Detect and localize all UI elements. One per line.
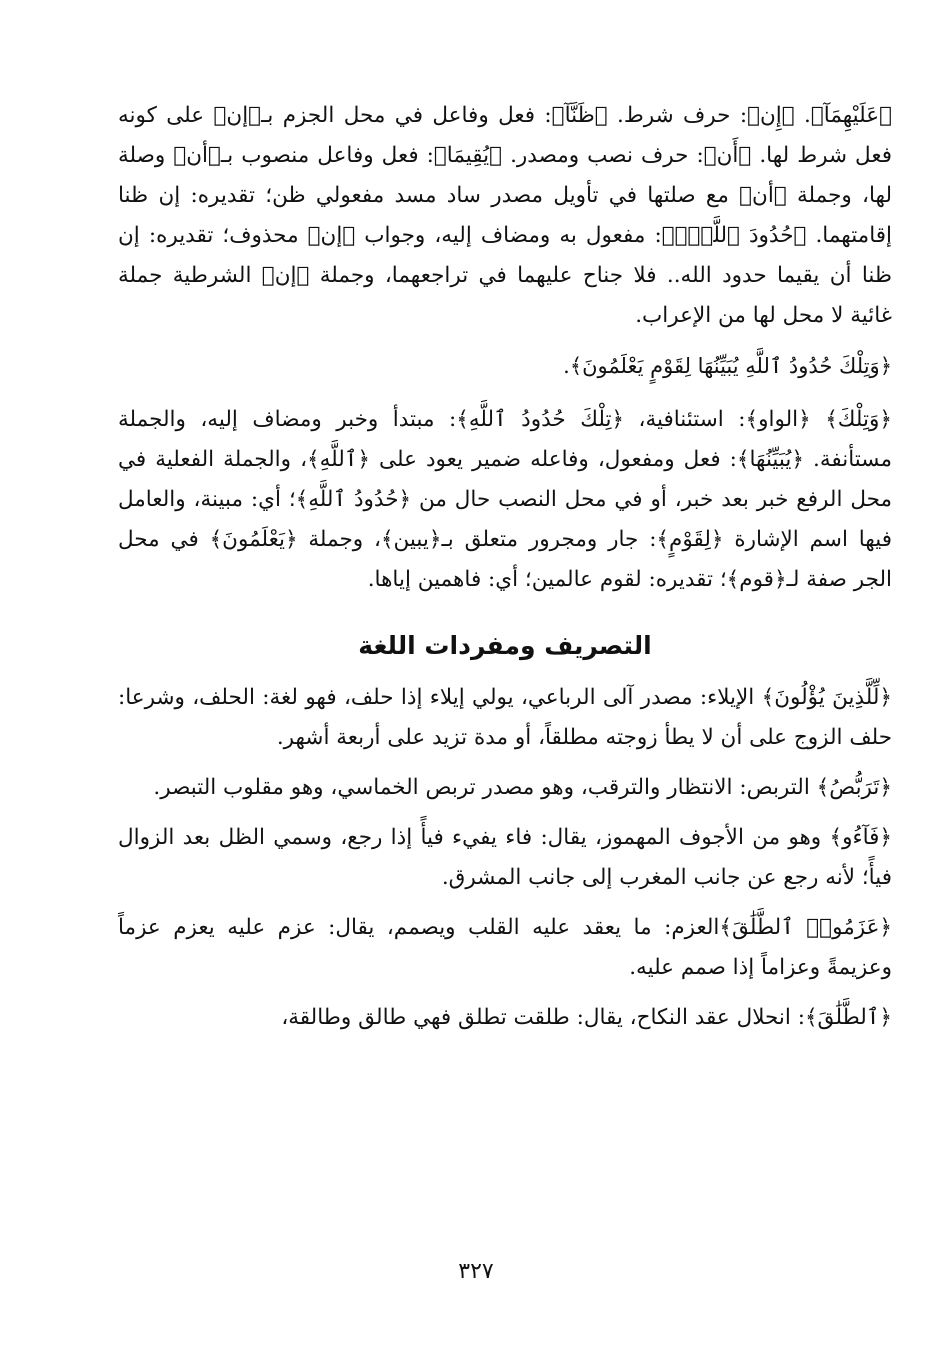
ayah-quote: ﴿وَتِلْكَ حُدُودُ ٱللَّهِ يُبَيِّنُهَا لِقَوْمٍ يَعْلَمُونَ﴾. bbox=[563, 354, 892, 378]
vocab-paragraph-azm: ﴿عَزَمُوا۟ ٱلطَّلَٰقَ﴾العزم: ما يعقد عليه القلب ويصمم، يقال: عزم عليه يعزم عزماً وعزيمةً وعزاماً إذا صمم عليه. bbox=[118, 915, 892, 980]
page-number: ٣٢٧ bbox=[458, 1259, 494, 1284]
irab-paragraph-ayah: ﴿وَتِلْكَ﴾ ﴿الواو﴾: استئنافية، ﴿تِلْكَ حُدُودُ ٱللَّهِ﴾: مبتدأ وخبر ومضاف إليه، والجملة مستأنفة. ﴿يُبَيِّنُهَا﴾: فعل ومفعول، وفاعله ضمير يعود على ﴿ٱللَّهِ﴾، والجملة الفعلية في محل الرفع خبر بعد خبر، أو في محل النصب حال من ﴿حُدُودُ ٱللَّهِ﴾؛ أي: مبينة، والعامل فيها اسم الإشارة ﴿لِقَوْمٍ﴾: جار ومجرور متعلق بـ﴿يبين﴾، وجملة ﴿يَعْلَمُونَ﴾ في محل الجر صفة لـ﴿قوم﴾؛ تقديره: لقوم عالمين؛ أي: فاهمين إياها. bbox=[118, 407, 892, 592]
page-body bbox=[118, 96, 892, 1296]
vocab-paragraph-faau: ﴿فَآءُو﴾ وهو من الأجوف المهموز، يقال: فاء يفيء فيأً إذا رجع، وسمي الظل بعد الزوال فيأً؛ لأنه رجع عن جانب المغرب إلى جانب المشرق. bbox=[118, 825, 892, 890]
vocab-paragraph-ilaa: ﴿لِّلَّذِينَ يُؤْلُونَ﴾ الإيلاء: مصدر آلى الرباعي، يولي إيلاء إذا حلف، فهو لغة: الحلف، وشرعا: حلف الزوج على أن لا يطأ زوجته مطلقاً، أو مدة تزيد على أربعة أشهر. bbox=[118, 685, 892, 750]
vocab-paragraph-talaq: ﴿ٱلطَّلَٰقَ﴾: انحلال عقد النكاح، يقال: طلقت تطلق فهي طالق وطالقة، bbox=[281, 1005, 892, 1030]
section-heading: التصريف ومفردات اللغة bbox=[358, 631, 652, 660]
vocab-paragraph-tarabbus: ﴿تَرَبُّصُ﴾ التربص: الانتظار والترقب، وهو مصدر تربص الخماسي، وهو مقلوب التبصر. bbox=[153, 775, 892, 800]
irab-paragraph-top: ﴿عَلَيْهِمَآ﴾. ﴿إِن﴾: حرف شرط. ﴿ظَنَّآ﴾: فعل وفاعل في محل الجزم بـ﴿إن﴾ على كونه فعل شرط لها. ﴿أَن﴾: حرف نصب ومصدر. ﴿يُقِيمَا﴾: فعل وفاعل منصوب بـ﴿أن﴾ وصلة لها، وجملة ﴿أن﴾ مع صلتها في تأويل مصدر ساد مسد مفعولي ظن؛ تقديره: إن ظنا إقامتهما. ﴿حُدُودَ ٱللَّهِۗ﴾: مفعول به ومضاف إليه، وجواب ﴿إن﴾ محذوف؛ تقديره: إن ظنا أن يقيما حدود الله.. فلا جناح عليهما في تراجعهما، وجملة ﴿إن﴾ الشرطية جملة غائية لا محل لها من الإعراب. bbox=[118, 103, 892, 328]
